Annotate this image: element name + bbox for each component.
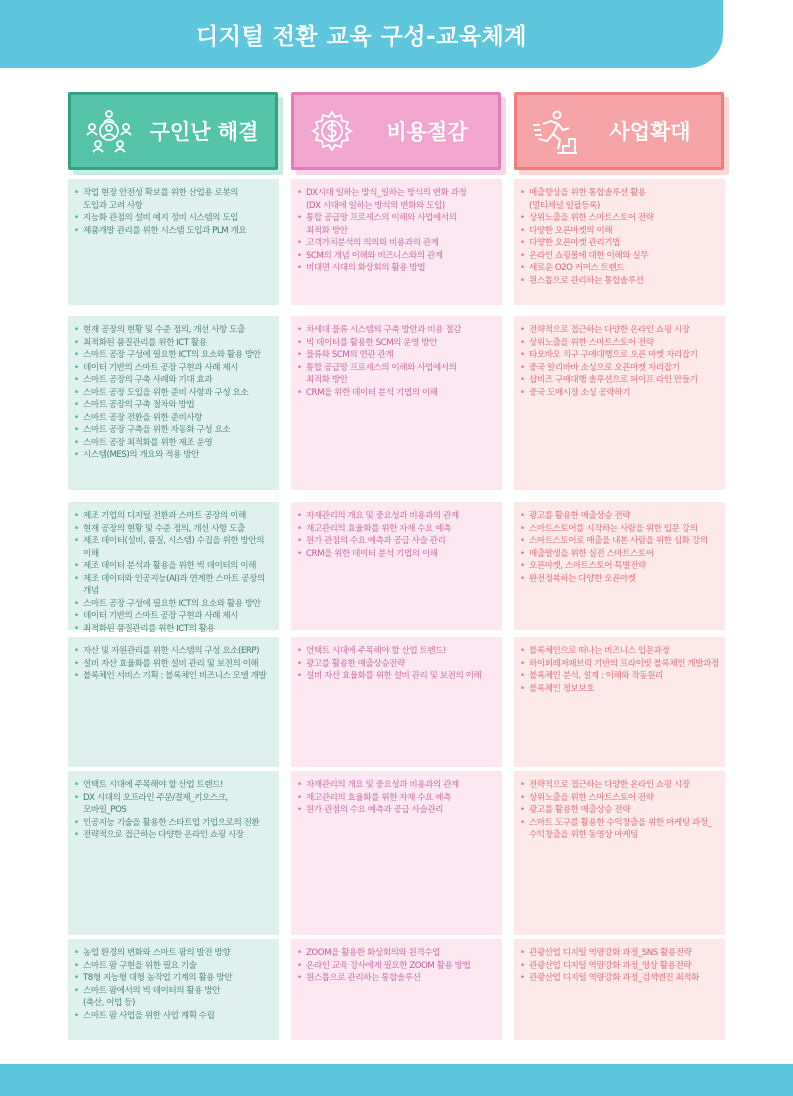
course-item: • 블록체인 서비스 기획 : 블록체인 비즈니스 모델 개발 [74, 670, 274, 683]
footer-bar [0, 1064, 793, 1096]
course-item: • 제조 데이터 분석과 활용을 위한 빅 데이터의 이해 [74, 560, 274, 573]
course-item: • 블록체인으로 떠나는 비즈니스 입문과정 [520, 645, 720, 658]
cell-expansion-4 [514, 637, 725, 767]
course-list [74, 779, 274, 842]
course-item: • 상위노출을 위한 스마트스토어 전략 [520, 792, 720, 805]
course-item: • 지능화 관점의 설비 예지 정비 시스템의 도입 [74, 212, 274, 225]
course-item: • 블록체인 분석, 설계 : 이해와 작동원리 [520, 670, 720, 683]
cell-cost-5 [291, 771, 502, 935]
header-recruitment [68, 92, 278, 170]
course-item: • CRM을 위한 데이터 분석 기법의 이해 [297, 548, 497, 561]
course-item: • 고객가치분석의 의의와 비용과의 관계 [297, 237, 497, 250]
course-item: • 데이터 기반의 스마트 공장 구현과 사례 제시 [74, 362, 274, 375]
course-item: • 현재 공장의 현황 및 수준 정의, 개선 사항 도출 [74, 324, 274, 337]
course-item: • 언택트 시대에 주목해야 할 산업 트렌드! [297, 645, 497, 658]
course-item: • 온라인 쇼핑몰에 대한 이해와 실무 [520, 250, 720, 263]
course-item: • 물류와 SCM의 연관 관계 [297, 349, 497, 362]
course-list [520, 947, 720, 985]
course-item: • 제품개발 관리를 위한 시스템 도입과 PLM 개요 [74, 225, 274, 238]
runner-stairs-icon [531, 109, 579, 155]
course-item: • 매출향상을 위한 통합솔루션 활용 (멀티채널 일괄등록) [520, 187, 720, 212]
course-item: • 다양한 오픈마켓 관리기법 [520, 237, 720, 250]
page-title: 디지털 전환 교육 구성-교육체계 [196, 23, 527, 50]
cell-recruitment-4 [68, 637, 279, 767]
course-item: • 스마트스토어를 시작하는 사람을 위한 입문 강의 [520, 523, 720, 536]
course-item: • 스마트 공장 구성에 필요한 ICT의 요소와 활용 방안 [74, 598, 274, 611]
course-item: • 제조 기업의 디지털 전환과 스마트 공장의 이해 [74, 510, 274, 523]
course-item: • DX시대 일하는 방식_일하는 방식의 변화 과정 (DX 시대에 일하는 방식의 변화와 도입) [297, 187, 497, 212]
course-item: • 현재 공장의 현황 및 수준 정의, 개선 사항 도출 [74, 523, 274, 536]
course-item: • 비대면 시대의 화상회의 활용 방법 [297, 262, 497, 275]
cell-recruitment-5 [68, 771, 279, 935]
course-item: • 스마트 공장 구성에 필요한 ICT의 요소와 활용 방안 [74, 349, 274, 362]
course-item: • 광고를 활용한 매출상승 전략 [520, 804, 720, 817]
course-item: • 스마트 팜 사업을 위한 사업 계획 수립 [74, 1010, 274, 1023]
course-list [297, 510, 497, 560]
course-item: • 원가 관점의 수요 예측과 공급 사슬관리 [297, 804, 497, 817]
cell-cost-1 [291, 179, 502, 305]
course-item: • 광고를 활용한 매출상승 전략 [520, 510, 720, 523]
course-item: • 관광산업 디지털 역량강화 과정_SNS 활용전략 [520, 947, 720, 960]
course-item: • 상위노출을 위한 스마트스토어 전략 [520, 212, 720, 225]
course-list [297, 324, 497, 399]
cell-recruitment-2 [68, 316, 279, 490]
course-item: • 스마트 공장 최적화를 위한 제조 운영 [74, 437, 274, 450]
cell-expansion-2 [514, 316, 725, 490]
course-item: • 관광산업 디지털 역량강화 과정_검색엔진 최적화 [520, 972, 720, 985]
course-item: • 샵비즈 구매대행 솔루션으로 파이프 라인 만들기 [520, 374, 720, 387]
course-list [74, 324, 274, 462]
course-item: • 제조 데이터와 인공지능(AI)과 연계한 스마트 공장의 개념 [74, 573, 274, 598]
course-item: • 차세대 물류 시스템의 구축 방안과 비용 절감 [297, 324, 497, 337]
course-item: • 전략적으로 접근하는 다양한 온라인 쇼핑 시장 [520, 779, 720, 792]
course-item: • 스마트 공장 구축을 위한 자동화 구성 요소 [74, 424, 274, 437]
course-item: • 중국 도매시장 소싱 공략하기 [520, 387, 720, 400]
dollar-gear-icon [308, 109, 356, 155]
course-list [520, 187, 720, 287]
course-item: • 전략적으로 접근하는 다양한 온라인 쇼핑 시장 [74, 829, 274, 842]
people-network-icon [85, 109, 133, 155]
course-list [297, 187, 497, 275]
course-list [74, 187, 274, 237]
course-item: • 스마트 팜 구현을 위한 필요 기술 [74, 960, 274, 973]
course-item: • 자재관리의 개요 및 중요성과 비용과의 관계 [297, 510, 497, 523]
course-item: • 통합 공급망 프로세스의 이해와 사업에서의 최적화 방안 [297, 362, 497, 387]
course-list [297, 645, 497, 683]
course-item: • SCM의 개념 이해와 비즈니스와의 관계 [297, 250, 497, 263]
course-item: • 스마트 공장 전환을 위한 준비사항 [74, 412, 274, 425]
course-item: • ZOOM을 활용한 화상회의와 원격수업 [297, 947, 497, 960]
course-item: • 최적화된 품질관리를 위한 ICT의 활용 [74, 623, 274, 636]
course-list [74, 947, 274, 1022]
course-item: • 관광산업 디지털 역량강화 과정_영상 활용전략 [520, 960, 720, 973]
course-item: • 오픈마켓, 스마트스토어 특별전략 [520, 560, 720, 573]
course-item: • 완전정복하는 다양한 오픈마켓 [520, 573, 720, 586]
header-label: 비용절감 [386, 120, 468, 144]
course-item: • 제조 데이터(설비, 품질, 시스템) 수집을 위한 방안의 이해 [74, 535, 274, 560]
course-item: • 하이퍼레저패브릭 기반의 프라이빗 블록체인 개발과정 [520, 658, 720, 671]
course-list [520, 324, 720, 399]
course-item: • 광고를 활용한 매출상승전략 [297, 658, 497, 671]
course-item: • 새로운 O2O 커머스 트렌드 [520, 262, 720, 275]
header-expansion [514, 92, 724, 170]
course-item: • 전략적으로 접근하는 다양한 온라인 쇼핑 시장 [520, 324, 720, 337]
cell-recruitment-3 [68, 502, 279, 634]
cell-recruitment-1 [68, 179, 279, 305]
cell-expansion-1 [514, 179, 725, 305]
course-item: • T8형 지능형 대형 농작업 기계의 활용 방안 [74, 972, 274, 985]
course-item: • 타오바오 직구 구매대행으로 오픈 마켓 자리잡기 [520, 349, 720, 362]
course-item: • 스마트 공장의 구축 사례와 기대 효과 [74, 374, 274, 387]
course-item: • 통합 공급망 프로세스의 이해와 사업에서의 최적화 방안 [297, 212, 497, 237]
header-cost [291, 92, 501, 170]
course-item: • 인공지능 기술을 활용한 스타트업 기업으로의 전환 [74, 817, 274, 830]
course-item: • 중국 알리바바 소싱으로 오픈마켓 자리잡기 [520, 362, 720, 375]
course-list [297, 947, 497, 985]
course-item: • 원스톱으로 관리하는 통합솔루션 [297, 972, 497, 985]
course-item: • 스마트 공장 도입을 위한 준비 사항과 구성 요소 [74, 387, 274, 400]
cell-expansion-6 [514, 939, 725, 1040]
course-item: • DX 시대의 오프라인 주문/결제_키오스크, 모바일_POS [74, 792, 274, 817]
course-item: • 다양한 오픈마켓의 이해 [520, 225, 720, 238]
course-list [520, 510, 720, 585]
course-item: • 설비 자산 효율화를 위한 설비 관리 및 보전의 이해 [297, 670, 497, 683]
cell-recruitment-6 [68, 939, 279, 1040]
course-item: • 최적화된 품질관리를 위한 ICT 활용 [74, 337, 274, 350]
course-item: • 상위노출을 위한 스마트스토어 전략 [520, 337, 720, 350]
course-list [520, 645, 720, 695]
cell-cost-6 [291, 939, 502, 1040]
course-list [297, 779, 497, 817]
course-item: • 블록체인 정보보호 [520, 683, 720, 696]
course-item: • 재고관리의 효율화를 위한 자재 수요 예측 [297, 523, 497, 536]
course-item: • 원스톱으로 관리하는 통합솔루션 [520, 275, 720, 288]
course-item: • 온라인 교육 강사에게 필요한 ZOOM 활용 방법 [297, 960, 497, 973]
course-item: • 시스템(MES)의 개요와 적용 방안 [74, 449, 274, 462]
course-item: • 자재관리의 개요 및 중요성과 비용과의 관계 [297, 779, 497, 792]
course-item: • 농업 환경의 변화와 스마트 팜의 발전 방향 [74, 947, 274, 960]
course-item: • 자산 및 자원관리를 위한 시스템의 구성 요소(ERP) [74, 645, 274, 658]
cell-expansion-5 [514, 771, 725, 935]
cell-expansion-3 [514, 502, 725, 630]
course-item: • 작업 현장 안전성 확보를 위한 산업용 로봇의 도입과 고려 사항 [74, 187, 274, 212]
course-item: • 매출발생을 위한 실전 스마트스토어 [520, 548, 720, 561]
course-list [520, 779, 720, 842]
course-item: • 스마트 팜에서의 빅 데이터의 활용 방안 (축산, 어업 등) [74, 985, 274, 1010]
course-item: • 스마트 공장의 구축 절차와 방법 [74, 399, 274, 412]
course-item: • 설비 자산 효율화를 위한 설비 관리 및 보전의 이해 [74, 658, 274, 671]
course-item: • 데이터 기반의 스마트 공장 구현과 사례 제시 [74, 610, 274, 623]
course-list [74, 645, 274, 683]
course-item: • CRM을 위한 데이터 분석 기법의 이해 [297, 387, 497, 400]
header-label: 사업확대 [609, 120, 691, 144]
cell-cost-2 [291, 316, 502, 490]
cell-cost-3 [291, 502, 502, 630]
header-label: 구인난 해결 [149, 120, 259, 144]
cell-cost-4 [291, 637, 502, 767]
course-item: • 원가 관점의 수요 예측과 공급 사슬 관리 [297, 535, 497, 548]
course-item: • 스마트 도구를 활용한 수익창출을 위한 마케팅 과정_ 수익창출을 위한 동영상 마케팅 [520, 817, 720, 842]
course-list [74, 510, 274, 635]
course-item: • 재고관리의 효율화를 위한 자재 수요 예측 [297, 792, 497, 805]
course-item: • 빅 데이터를 활용한 SCM의 운영 방안 [297, 337, 497, 350]
course-item: • 스마트스토어로 매출을 내본 사람을 위한 심화 강의 [520, 535, 720, 548]
course-item: • 언택트 시대에 주목해야 할 산업 트렌드! [74, 779, 274, 792]
